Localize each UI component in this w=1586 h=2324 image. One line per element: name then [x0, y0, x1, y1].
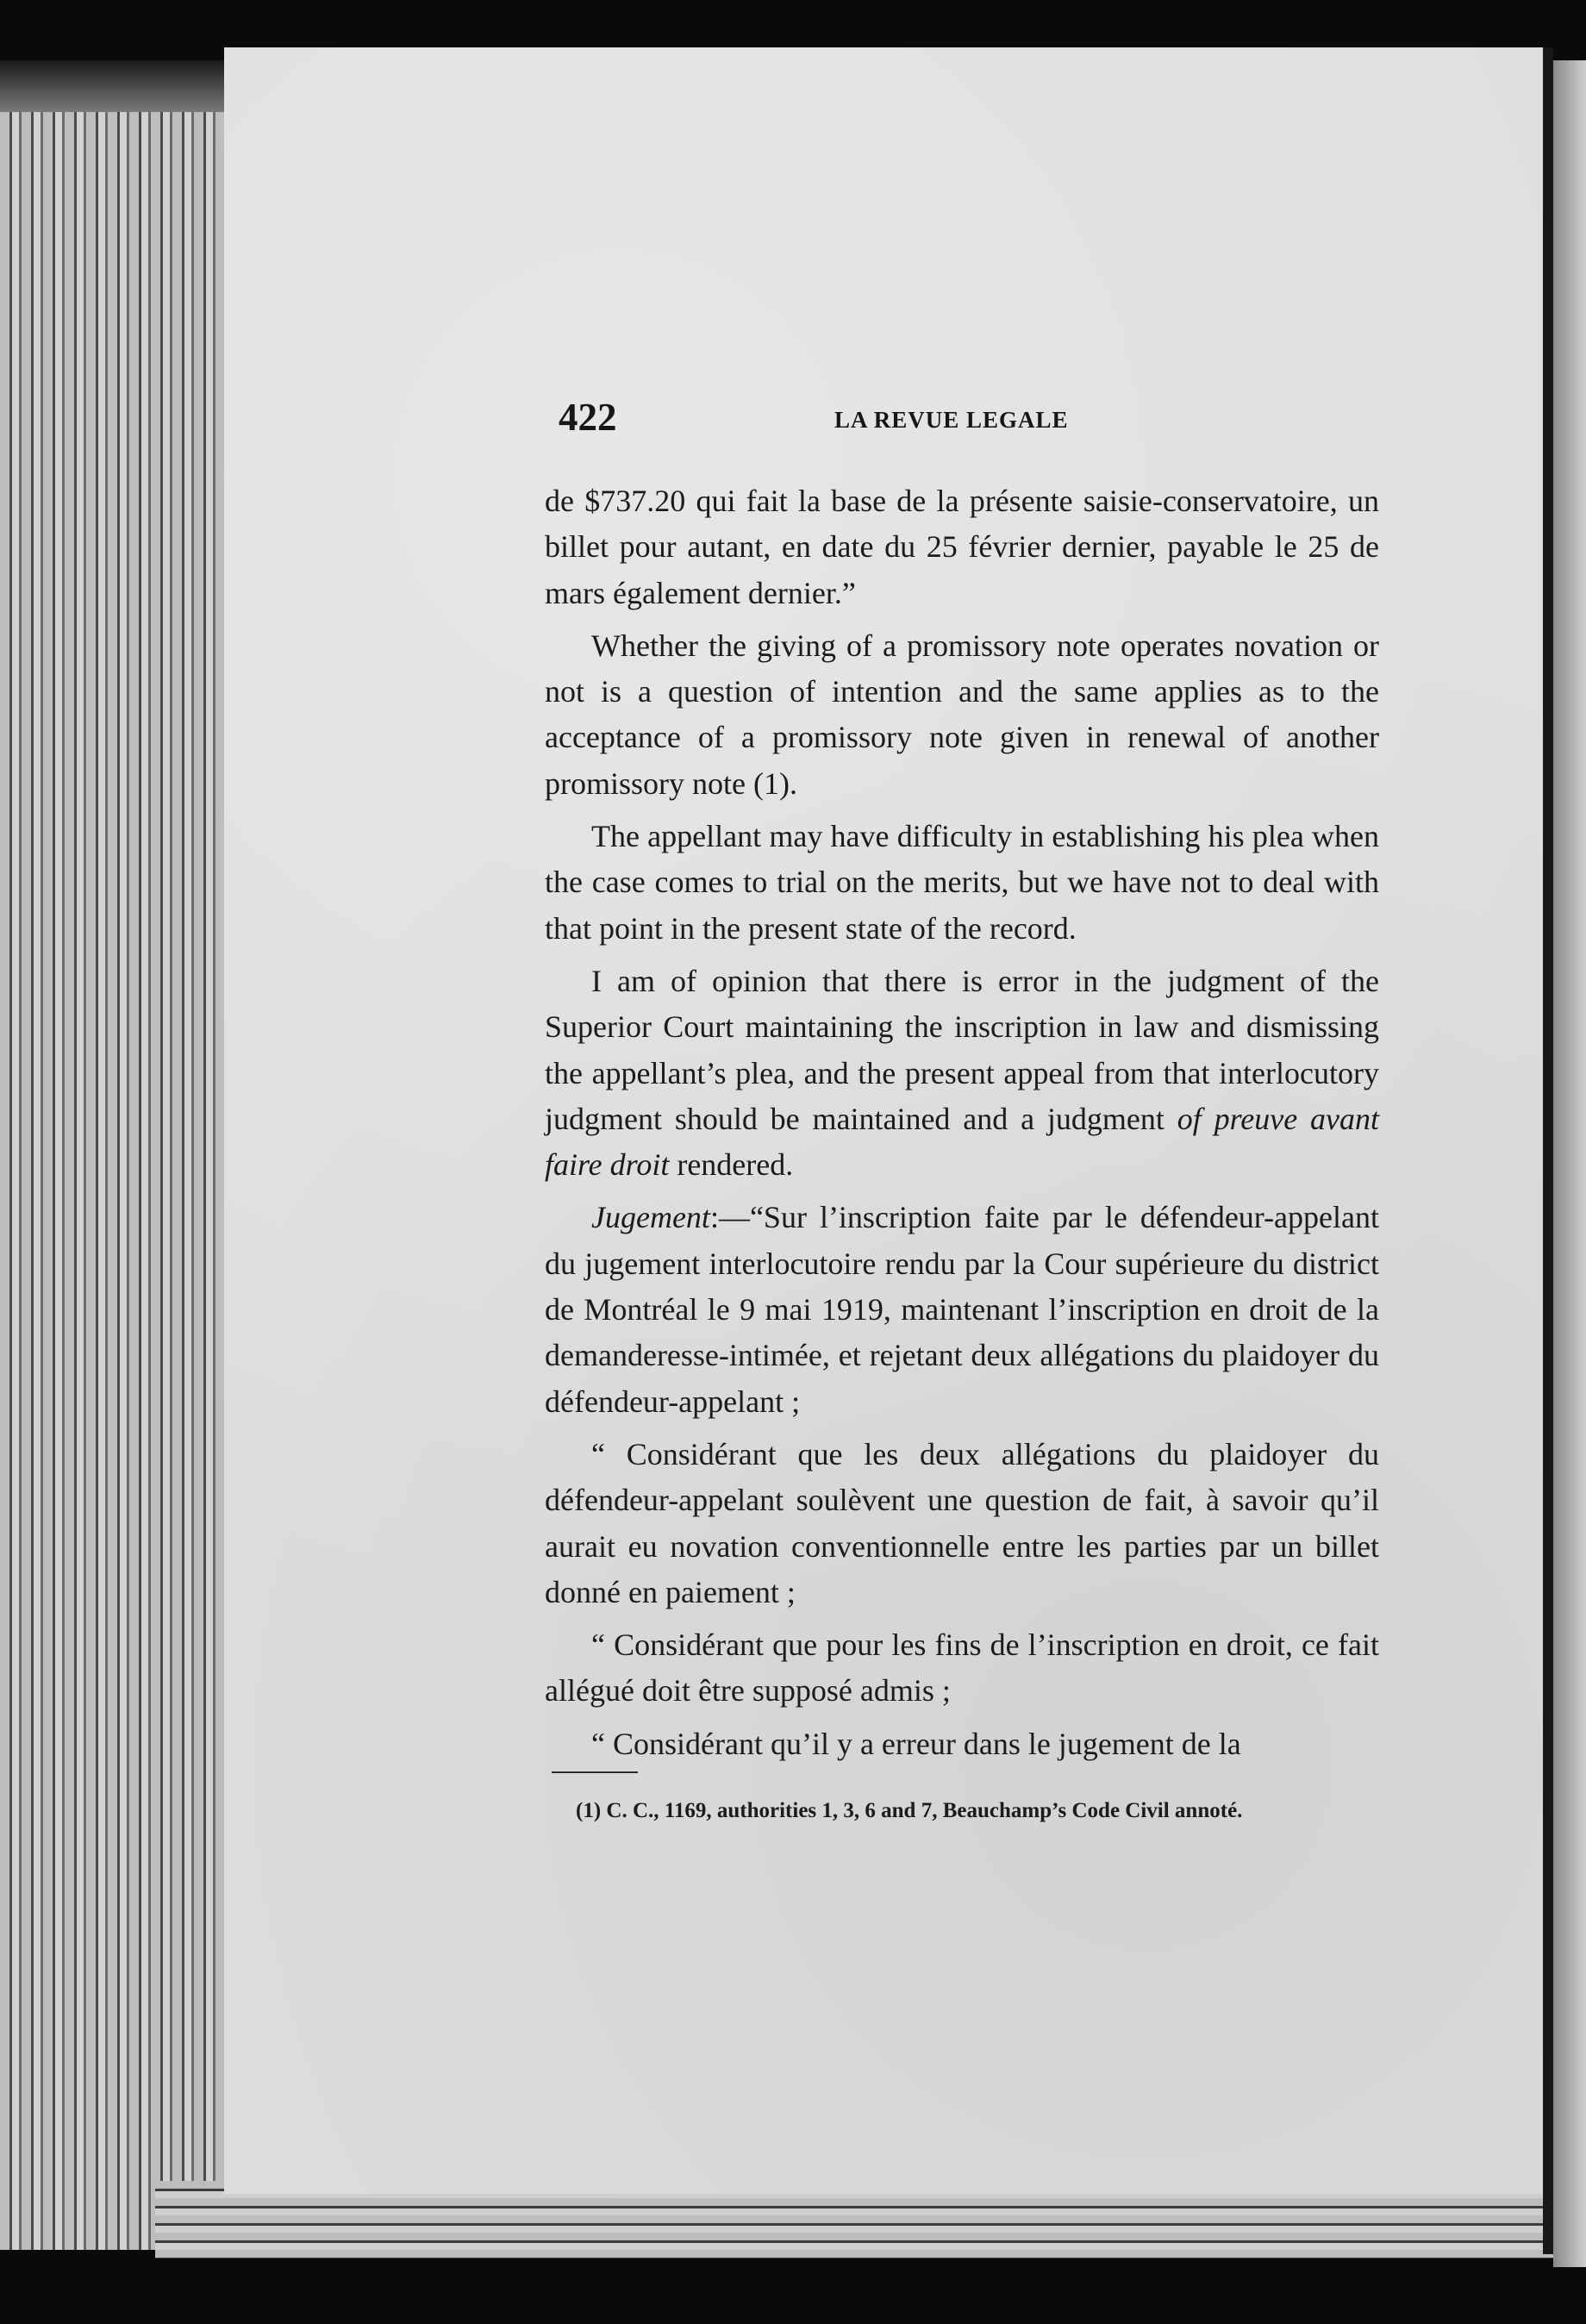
body-text	[545, 478, 1379, 1774]
page-header	[559, 395, 1376, 447]
paragraph-4	[545, 959, 1379, 1188]
paragraph-8: “ Considérant qu’il y a erreur dans le jugement de la	[591, 1726, 1241, 1761]
page-stack-shadow	[0, 60, 259, 112]
paragraph-4-start: I am of opinion that there is error in the judgment of the Superior Court maintaining the inscription in law and dismissing the appellant’s plea, and the present appeal from that interlocutory judgment should be maintained and a judgment	[545, 963, 1379, 1136]
footnote-rule	[552, 1771, 638, 1773]
jugement-label: Jugement	[591, 1200, 710, 1235]
facing-page-sliver	[1553, 60, 1586, 2267]
page-stack-edges	[0, 60, 259, 2250]
paragraph-6: “ Considérant que les deux allégations du plaidoyer du défendeur-appelant soulèvent une question de fait, à savoir qu’il aurait eu novation conventionnelle entre les parties par un billet donné en paiement ;	[545, 1436, 1379, 1609]
page-number: 422	[559, 396, 617, 439]
paragraph-4-end: rendered.	[669, 1147, 794, 1183]
binding-gutter	[1543, 47, 1553, 2254]
paragraph-2: Whether the giving of a promissory note operates novation or not is a question of intention and the same applies as to the acceptance of a promissory note given in renewal of another promissory note (1).	[545, 628, 1379, 801]
paragraph-7: “ Considérant que pour les fins de l’inscription en droit, ce fait allégué doit être supposé admis ;	[545, 1627, 1379, 1709]
running-head: LA REVUE LEGALE	[834, 407, 1069, 433]
paragraph-5	[545, 1195, 1379, 1424]
paragraph-3: The appellant may have difficulty in establishing his plea when the case comes to trial on the merits, but we have not to deal with that point in the present state of the record.	[545, 819, 1379, 946]
paragraph-1: de $737.20 qui fait la base de la présente saisie-conservatoire, un billet pour autant, en date du 25 février dernier, payable le 25 de mars également dernier.”	[545, 484, 1379, 610]
paragraph-4-italic: of preuve avant faire droit	[545, 1101, 1380, 1183]
paragraph-5-rest: :—“Sur l’inscription faite par le défendeur-appelant du jugement interlocutoire rendu par la Cour supérieure du district de Montréal le 9 mai 1919, maintenant l’inscription en droit de la demanderesse-intimée, et rejetant deux allégations du plaidoyer du défendeur-appelant ;	[545, 1200, 1379, 1419]
footnote: (1) C. C., 1169, authorities 1, 3, 6 and 7, Beauchamp’s Code Civil annoté.	[576, 1799, 1243, 1822]
